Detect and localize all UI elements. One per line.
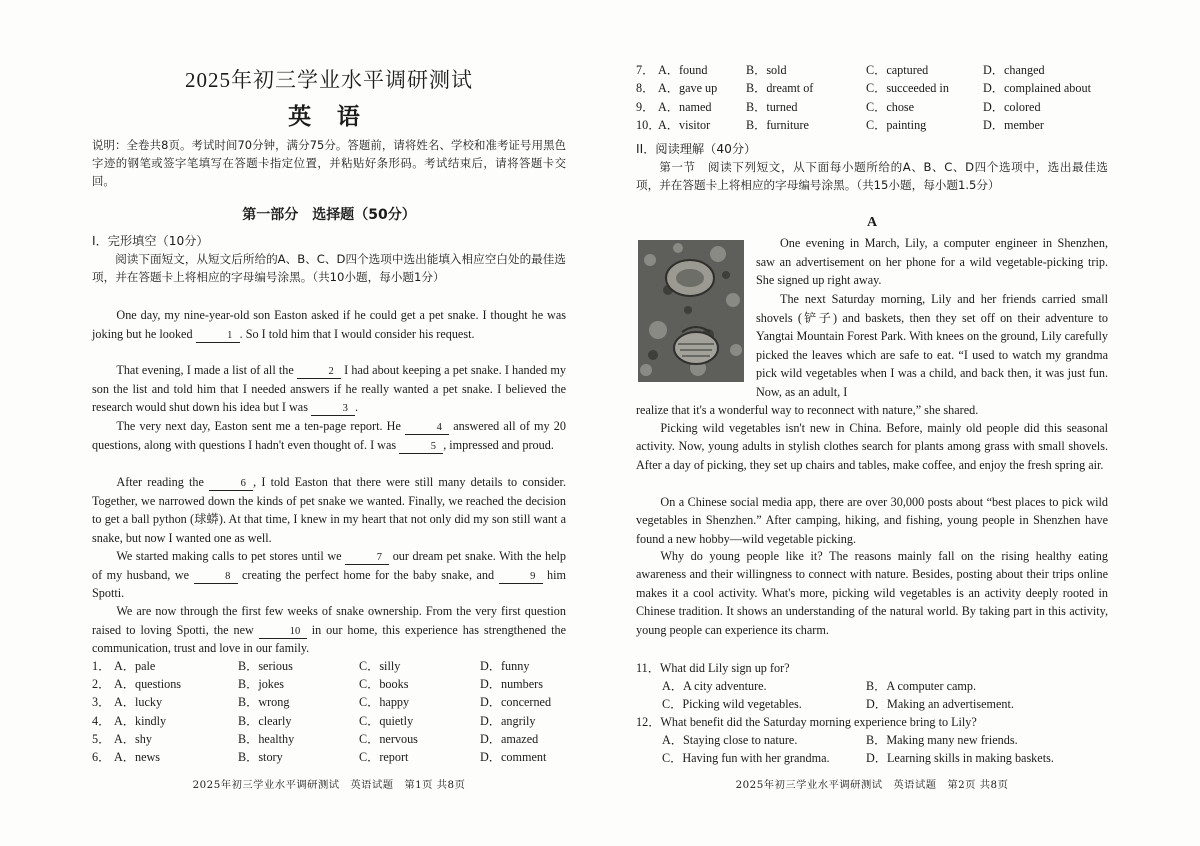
option-11c[interactable]: C．Picking wild vegetables. <box>662 697 802 711</box>
option-5d[interactable]: D．amazed <box>480 732 539 746</box>
blank-8: 8 <box>194 570 238 584</box>
option-row-4: 4． A．kindly B．clearly C．quietly D．angrily <box>92 714 536 728</box>
option-10c[interactable]: C．painting <box>866 118 927 132</box>
option-8a[interactable]: A．gave up <box>658 81 718 95</box>
option-row-10: 10． A．visitor B．furniture C．painting D．member <box>636 118 1044 132</box>
section1-instructions: 阅读下面短文，从短文后所给的A、B、C、D四个选项中选出能填入相应空白处的最佳选项，并在答题卡上将相应的字母编号涂黑。（共10小题，每小题1分） <box>92 252 566 284</box>
option-5a[interactable]: A．shy <box>114 732 152 746</box>
reading-a-paragraph-5: Why do young people like it? The reasons mainly fall on the rising healthy eating awareness and their willingness to connect with nature. Besides, posting about their trips online makes it a cool activity. What's more, picking wild vegetables is an activity deeply rooted in Chinese tradition. It shows an understanding of the natural world. By taking part in this activity, young people can experience its charm. <box>636 549 1108 637</box>
option-3b[interactable]: B．wrong <box>238 695 290 709</box>
section2-heading: II．阅读理解（40分） <box>636 142 757 156</box>
option-1c[interactable]: C．silly <box>359 659 401 673</box>
option-10a[interactable]: A．visitor <box>658 118 711 132</box>
blank-1: 1 <box>196 329 240 343</box>
option-4b[interactable]: B．clearly <box>238 714 292 728</box>
reading-a-paragraph-2-end: realize that it's a wonderful way to reconnect with nature,” she shared. <box>636 403 979 417</box>
option-4a[interactable]: A．kindly <box>114 714 167 728</box>
option-9b[interactable]: B．turned <box>746 100 798 114</box>
option-10d[interactable]: D．member <box>983 118 1044 132</box>
reading-a-paragraph-1: One evening in March, Lily, a computer engineer in Shenzhen, saw an advertisement on her phone for a wild vegetable-picking trip. She signed up right away. <box>756 236 1108 288</box>
option-row-8: 8． A．gave up B．dreamt of C．succeeded in D．complained about <box>636 81 1091 95</box>
question-11-options-cd <box>636 695 1108 713</box>
cloze-paragraph-1: One day, my nine-year-old son Easton asked if he could get a pet snake. I thought he was joking but he looked 1 . So I told him that I would consider his request. <box>92 308 566 341</box>
option-7d[interactable]: D．changed <box>983 63 1045 77</box>
option-6d[interactable]: D．comment <box>480 750 547 764</box>
option-5b[interactable]: B．healthy <box>238 732 295 746</box>
option-6b[interactable]: B．story <box>238 750 283 764</box>
left-page <box>92 0 566 846</box>
option-8b[interactable]: B．dreamt of <box>746 81 814 95</box>
cloze-paragraph-2: That evening, I made a list of all the 2 I had about keeping a pet snake. I handed my son the list and told him that I needed answers if he really wanted a pet snake. I believed the research would shut down his idea but I was 3 . <box>92 363 567 414</box>
option-3d[interactable]: D．concerned <box>480 695 552 709</box>
exam-instructions: 说明：全卷共8页。考试时间70分钟，满分75分。答题前，请将姓名、学校和准考证号用黑色字迹的钢笔或签字笔填写在答题卡指定位置，并粘贴好条形码。考试结束后，请将答题卡交回。 <box>92 138 566 188</box>
exam-subject: 英 语 <box>288 104 370 129</box>
blank-7: 7 <box>345 551 389 565</box>
option-3a[interactable]: A．lucky <box>114 695 163 709</box>
option-8d[interactable]: D．complained about <box>983 81 1091 95</box>
option-7a[interactable]: A．found <box>658 63 708 77</box>
option-2b[interactable]: B．jokes <box>238 677 285 691</box>
option-row-1: 1． A．pale B．serious C．silly D．funny <box>92 659 530 673</box>
question-11-options-ab <box>636 677 1108 695</box>
option-4d[interactable]: D．angrily <box>480 714 536 728</box>
option-2a[interactable]: A．questions <box>114 677 182 691</box>
question-12-options-ab <box>636 731 1108 749</box>
option-row-3: 3． A．lucky B．wrong C．happy D．concerned <box>92 695 552 709</box>
option-7b[interactable]: B．sold <box>746 63 787 77</box>
blank-5: 5 <box>399 440 443 454</box>
option-3c[interactable]: C．happy <box>359 695 410 709</box>
section1-heading: I．完形填空（10分） <box>92 234 209 248</box>
option-2d[interactable]: D．numbers <box>480 677 543 691</box>
option-9d[interactable]: D．colored <box>983 100 1041 114</box>
question-12: 12．What benefit did the Saturday morning experience bring to Lily? <box>636 715 977 729</box>
option-12b[interactable]: B．Making many new friends. <box>866 733 1018 747</box>
option-10b[interactable]: B．furniture <box>746 118 809 132</box>
option-11b[interactable]: B．A computer camp. <box>866 679 977 693</box>
reading-a-paragraph-3: Picking wild vegetables isn't new in China. Before, mainly old people did this seasonal activity. Now, young adults in stylish clothes search for plants among grass with small shovels. After a day of picking, they set up chairs and tables, make coffee, and enjoy the fresh spring air. <box>636 421 1108 472</box>
option-6c[interactable]: C．report <box>359 750 409 764</box>
cloze-paragraph-5: We started making calls to pet stores until we 7 our dream pet snake. With the help of my husband, we 8 creating the perfect home for the baby snake, and 9 him Spotti. <box>92 549 566 600</box>
option-row-2: 2． A．questions B．jokes C．books D．numbers <box>92 677 543 691</box>
question-11: 11．What did Lily sign up for? <box>636 661 790 675</box>
section2-instructions: 第一节 阅读下列短文，从下面每小题所给的A、B、C、D四个选项中，选出最佳选项，并在答题卡上将相应的字母编号涂黑。（共15小题，每小题1.5分） <box>636 160 1108 192</box>
cloze-paragraph-3: The very next day, Easton sent me a ten-page report. He 4 answered all of my 20 questions, along with questions I hadn't even thought of. I was 5 , impressed and proud. <box>92 419 566 452</box>
blank-6: 6 <box>209 477 253 491</box>
option-6a[interactable]: A．news <box>114 750 161 764</box>
reading-a-paragraph-4: On a Chinese social media app, there are over 30,000 posts about “best places to pick wild vegetables in Shenzhen.” After camping, hiking, and fishing, young people in Shenzhen have found a new hobby—wild vegetable picking. <box>636 495 1108 546</box>
part-heading: 第一部分 选择题（50分） <box>242 207 416 223</box>
reading-a-paragraph-2-top: The next Saturday morning, Lily and her friends carried small shovels (铲子) and baskets, then they set off on their adventure to Yangtai Mountain Forest Park. With knees on the ground, Lily carefully picked the leaves which are safe to eat. “I used to watch my grandma pick wild vegetables when I was a child, and back then, it was just fun. Now, as an adult, I <box>756 292 1108 399</box>
option-12d[interactable]: D．Learning skills in making baskets. <box>866 751 1054 765</box>
option-7c[interactable]: C．captured <box>866 63 929 77</box>
right-page <box>636 0 1108 846</box>
option-row-6: 6． A．news B．story C．report D．comment <box>92 750 547 764</box>
option-11d[interactable]: D．Making an advertisement. <box>866 697 1014 711</box>
blank-9: 9 <box>499 570 543 584</box>
option-4c[interactable]: C．quietly <box>359 714 414 728</box>
option-5c[interactable]: C．nervous <box>359 732 418 746</box>
option-12a[interactable]: A．Staying close to nature. <box>662 733 798 747</box>
wild-vegetable-photo <box>638 240 744 382</box>
cloze-paragraph-6: We are now through the first few weeks of snake ownership. From the very first question raised to loving Spotti, the new 10 in our home, this experience has strengthened the communication, trust and love in our family. <box>92 604 566 655</box>
option-9a[interactable]: A．named <box>658 100 712 114</box>
page-footer-left: 2025年初三学业水平调研测试 英语试题 第1页 共8页 <box>192 779 466 791</box>
option-row-9: 9． A．named B．turned C．chose D．colored <box>636 100 1041 114</box>
option-1a[interactable]: A．pale <box>114 659 156 673</box>
question-12-options-cd <box>636 749 1108 767</box>
passage-letter: A <box>866 215 878 230</box>
option-2c[interactable]: C．books <box>359 677 409 691</box>
blank-3: 3 <box>311 402 355 416</box>
option-8c[interactable]: C．succeeded in <box>866 81 949 95</box>
option-11a[interactable]: A．A city adventure. <box>662 679 767 693</box>
blank-10: 10 <box>259 625 307 639</box>
option-1d[interactable]: D．funny <box>480 659 530 673</box>
page-footer-right: 2025年初三学业水平调研测试 英语试题 第2页 共8页 <box>735 779 1009 791</box>
option-row-5: 5． A．shy B．healthy C．nervous D．amazed <box>92 732 539 746</box>
blank-2: 2 <box>297 365 341 379</box>
option-12c[interactable]: C．Having fun with her grandma. <box>662 751 830 765</box>
exam-title: 2025年初三学业水平调研测试 <box>185 68 473 92</box>
option-1b[interactable]: B．serious <box>238 659 293 673</box>
cloze-paragraph-4: After reading the 6 , I told Easton that there were still many details to consider. Together, we narrowed down the kinds of pet snake we wanted. Finally, we reached the decision to get a ball python (球蟒). At that time, I knew in my heart that not only did my son still want a snake, but now I wanted one as well. <box>92 475 566 545</box>
option-9c[interactable]: C．chose <box>866 100 915 114</box>
blank-4: 4 <box>405 421 449 435</box>
option-row-7: 7． A．found B．sold C．captured D．changed <box>636 63 1045 77</box>
